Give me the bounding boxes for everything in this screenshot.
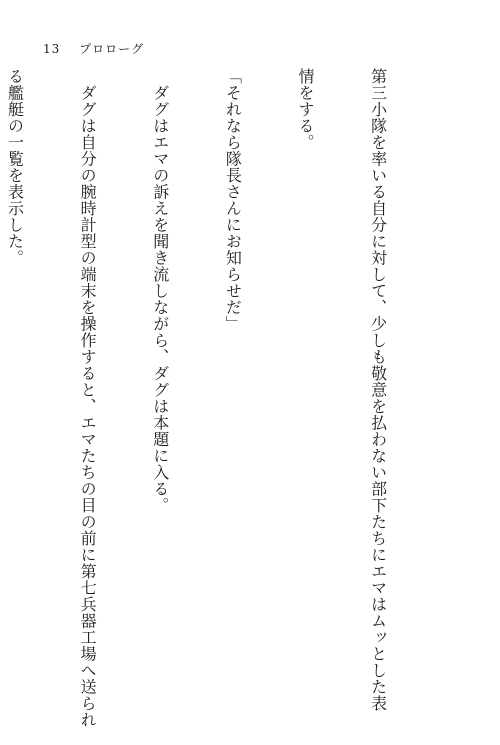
page-number: 13 — [43, 42, 61, 56]
text-line: ダグはエマの訴えを聞き流しながら、ダグは本題に入る。 — [150, 68, 170, 514]
chapter-title: プロローグ — [79, 42, 145, 56]
text-line: る艦艇の一覧を表示した。 — [5, 68, 25, 266]
body-text — [0, 68, 438, 728]
text-line: 「それなら隊長さんにお知らせだ」 — [223, 68, 243, 332]
text-line: 情をする。 — [295, 68, 315, 151]
text-line: ダグは自分の腕時計型の端末を操作すると、エマたちの目の前に第七兵器工場へ送られ — [78, 68, 98, 728]
text-line: 第三小隊を率いる自分に対して、少しも敬意を払わない部下たちにエマはムッとした表 — [368, 68, 388, 712]
running-header — [43, 40, 144, 57]
